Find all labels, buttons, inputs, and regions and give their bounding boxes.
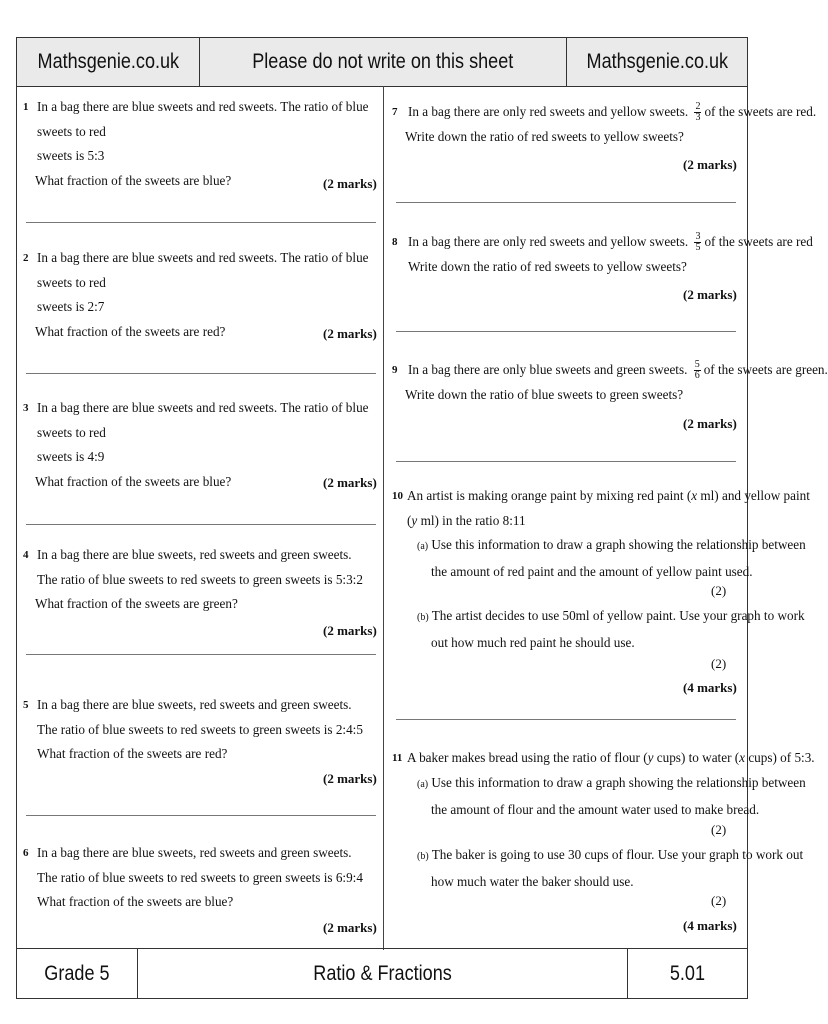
question-10a <box>417 533 806 584</box>
question-text-part: A baker makes bread using the ratio of flour ( <box>407 750 648 765</box>
variable: x <box>691 488 698 503</box>
question-number: 8 <box>392 236 398 248</box>
marks-label: (2 marks) <box>683 157 737 172</box>
footer-code <box>628 949 747 998</box>
header-site-left <box>17 38 200 86</box>
question-text <box>392 100 817 125</box>
answer-line <box>26 524 376 525</box>
question-text: What fraction of the sweets are red? <box>35 323 226 339</box>
question-6 <box>23 841 375 915</box>
answer-line <box>26 222 376 223</box>
answer-line <box>396 719 736 720</box>
question-text <box>392 746 815 771</box>
variable: y <box>411 512 418 528</box>
question-11a <box>417 771 806 822</box>
question-text: In a bag there are blue sweets, red sweets and green sweets. <box>37 547 352 562</box>
question-text-part: Use this information to draw a graph showing the relationship between <box>431 537 806 552</box>
fraction <box>694 232 701 253</box>
question-text-part: The artist decides to use 50ml of yellow paint. Use your graph to work <box>431 608 805 623</box>
header-bar <box>17 38 747 87</box>
fraction <box>694 102 701 123</box>
question-number: 10 <box>392 490 403 502</box>
question-text: the amount of flour and the amount water used to make bread. <box>431 801 760 817</box>
question-text: The ratio of blue sweets to red sweets to green sweets is 2:4:5 <box>37 721 363 737</box>
question-text <box>417 533 806 560</box>
question-text-part: In a bag there are only red sweets and yellow sweets. <box>408 104 689 119</box>
question-text <box>392 358 828 383</box>
grade-label: Grade 5 <box>44 961 110 985</box>
question-11 <box>392 746 815 771</box>
marks-label: (2 marks) <box>683 287 737 302</box>
question-text: What fraction of the sweets are blue? <box>37 894 234 909</box>
question-text <box>417 771 806 798</box>
question-text: In a bag there are blue sweets, red sweets and green sweets. <box>37 697 352 712</box>
question-number: 7 <box>392 106 398 118</box>
question-text <box>417 604 805 631</box>
question-text-part: ml) in the ratio 8:11 <box>417 512 526 528</box>
fraction-denominator: 5 <box>695 242 701 254</box>
marks-label: (2 marks) <box>323 475 377 490</box>
question-7 <box>392 100 817 149</box>
marks-label: (2 marks) <box>323 623 377 638</box>
question-text: What fraction of the sweets are blue? <box>35 473 232 489</box>
marks-label: (4 marks) <box>683 680 737 695</box>
part-marks: (2) <box>711 656 727 671</box>
variable: x <box>739 750 746 765</box>
header-center-text: Please do not write on this sheet <box>252 50 514 73</box>
part-marks: (2) <box>711 893 727 908</box>
footer-grade <box>17 949 138 998</box>
question-text-part: In a bag there are only blue sweets and green sweets. <box>408 362 688 377</box>
question-text-part: of the sweets are red <box>704 234 813 249</box>
question-text: What fraction of the sweets are red? <box>37 746 228 761</box>
question-8 <box>392 230 813 279</box>
question-10 <box>392 484 810 533</box>
question-number: 4 <box>23 549 29 561</box>
question-text: In a bag there are blue sweets and red sweets. The ratio of blue sweets to red <box>37 250 369 290</box>
question-text: Write down the ratio of red sweets to yellow sweets? <box>405 128 684 144</box>
question-text: sweets is 4:9 <box>37 449 105 464</box>
question-text <box>392 230 813 255</box>
variable: y <box>647 750 654 765</box>
question-text: What fraction of the sweets are blue? <box>35 172 232 188</box>
fraction-denominator: 3 <box>695 112 701 124</box>
question-text: sweets is 5:3 <box>37 148 105 163</box>
answer-line <box>396 202 736 203</box>
question-text: sweets is 2:7 <box>37 299 105 314</box>
question-text: The ratio of blue sweets to red sweets to green sweets is 6:9:4 <box>37 869 363 885</box>
marks-label: (4 marks) <box>683 918 737 933</box>
question-text <box>392 484 810 509</box>
question-text: In a bag there are blue sweets and red sweets. The ratio of blue sweets to red <box>37 400 369 440</box>
topic-label: Ratio & Fractions <box>313 961 452 985</box>
question-text <box>392 509 742 534</box>
part-label: (b) <box>417 851 429 862</box>
question-text: the amount of red paint and the amount of yellow paint used. <box>431 563 753 579</box>
question-text-part: ml) and yellow paint <box>697 488 810 503</box>
question-text: how much water the baker should use. <box>431 873 634 889</box>
question-text-part: ( <box>407 512 412 528</box>
question-text-part: cups) to water ( <box>653 750 740 765</box>
question-text: In a bag there are blue sweets, red sweets and green sweets. <box>37 845 352 860</box>
question-text <box>417 843 804 870</box>
marks-label: (2 marks) <box>323 326 377 341</box>
question-text-part: In a bag there are only red sweets and yellow sweets. <box>408 234 689 249</box>
question-text: The ratio of blue sweets to red sweets to green sweets is 5:3:2 <box>37 571 363 587</box>
question-text-part: of the sweets are green. <box>703 362 828 377</box>
part-label: (a) <box>417 779 429 790</box>
fraction-denominator: 6 <box>694 370 700 382</box>
answer-line <box>26 815 376 816</box>
marks-label: (2 marks) <box>323 771 377 786</box>
header-notice <box>200 38 567 86</box>
marks-label: (2 marks) <box>323 176 377 191</box>
column-divider <box>383 86 384 950</box>
question-number: 3 <box>23 402 29 414</box>
question-text: Write down the ratio of red sweets to yellow sweets? <box>408 258 687 274</box>
question-text-part: of the sweets are red. <box>704 104 817 119</box>
question-text: Write down the ratio of blue sweets to green sweets? <box>405 386 684 402</box>
question-number: 6 <box>23 847 29 859</box>
part-label: (b) <box>417 612 429 623</box>
fraction-numerator: 2 <box>695 101 701 113</box>
question-text-part: The baker is going to use 30 cups of flour. Use your graph to work out <box>431 847 804 862</box>
answer-line <box>26 654 376 655</box>
answer-line <box>396 461 736 462</box>
part-marks: (2) <box>711 583 727 598</box>
marks-label: (2 marks) <box>323 920 377 935</box>
question-text: out how much red paint he should use. <box>431 634 635 650</box>
question-text-part: cups) of 5:3. <box>745 750 815 765</box>
header-left-text: Mathsgenie.co.uk <box>37 50 179 73</box>
question-10b <box>417 604 805 655</box>
header-site-right <box>567 38 747 86</box>
question-number: 11 <box>392 752 403 764</box>
question-5 <box>23 693 375 767</box>
question-4 <box>23 543 375 617</box>
question-text: In a bag there are blue sweets and red sweets. The ratio of blue sweets to red <box>37 99 369 139</box>
part-marks: (2) <box>711 822 727 837</box>
question-9 <box>392 358 828 407</box>
fraction <box>694 360 701 381</box>
marks-label: (2 marks) <box>683 416 737 431</box>
question-text: What fraction of the sweets are green? <box>35 596 238 611</box>
question-number: 9 <box>392 364 398 376</box>
question-text-part: Use this information to draw a graph showing the relationship between <box>431 775 806 790</box>
question-text-part: An artist is making orange paint by mixing red paint ( <box>407 488 692 503</box>
footer-topic <box>138 949 628 998</box>
fraction-numerator: 5 <box>694 359 700 371</box>
question-11b <box>417 843 804 894</box>
fraction-numerator: 3 <box>695 231 701 243</box>
footer-bar <box>17 948 747 998</box>
code-label: 5.01 <box>669 961 706 985</box>
part-label: (a) <box>417 541 429 552</box>
question-number: 5 <box>23 699 29 711</box>
answer-line <box>396 331 736 332</box>
question-number: 1 <box>23 101 29 113</box>
worksheet <box>16 37 828 999</box>
header-right-text: Mathsgenie.co.uk <box>586 50 728 73</box>
answer-line <box>26 373 376 374</box>
question-number: 2 <box>23 252 29 264</box>
